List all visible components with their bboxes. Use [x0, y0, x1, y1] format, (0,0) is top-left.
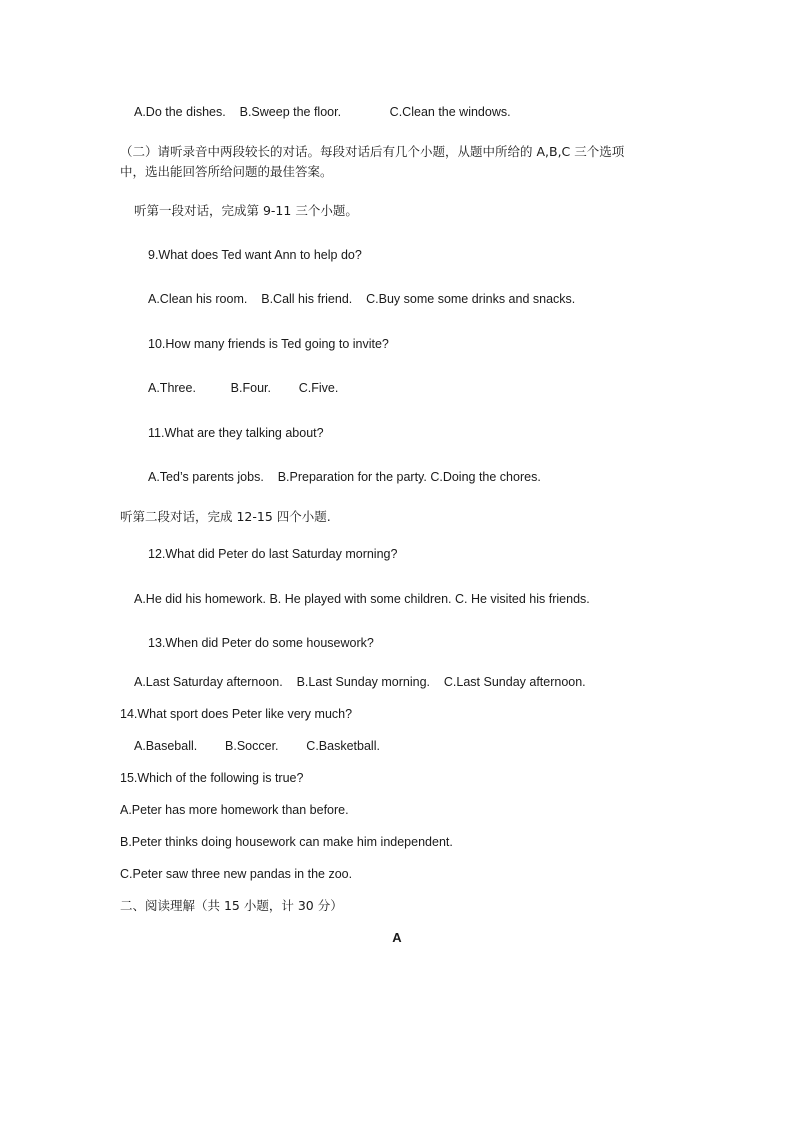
question-10-options: A.Three. B.Four. C.Five. [148, 381, 339, 395]
question-15-option-c: C.Peter saw three new pandas in the zoo. [120, 867, 353, 881]
question-14-options: A.Baseball. B.Soccer. C.Basketball. [134, 739, 380, 753]
question-13: 13.When did Peter do some housework? [148, 636, 374, 650]
section-instruction-line2: 中，选出能回答所给问题的最佳答案。 [120, 164, 333, 179]
q8-options: A.Do the dishes. B.Sweep the floor. C.Clean the windows. [134, 105, 511, 119]
section-instruction-line1: （二）请听录音中两段较长的对话。每段对话后有几个小题，从题中所给的 A,B,C 三个选项 [120, 144, 625, 159]
question-13-options: A.Last Saturday afternoon. B.Last Sunday morning. C.Last Sunday afternoon. [134, 675, 586, 689]
question-12-options: A.He did his homework. B. He played with some children. C. He visited his friends. [134, 592, 590, 606]
question-15-option-a: A.Peter has more homework than before. [120, 803, 349, 817]
dialogue-2-heading: 听第二段对话，完成 12-15 四个小题. [120, 509, 331, 524]
question-15-option-b: B.Peter thinks doing housework can make him independent. [120, 835, 453, 849]
question-11-options: A.Ted’s parents jobs. B.Preparation for the party. C.Doing the chores. [148, 470, 541, 484]
dialogue-1-heading: 听第一段对话，完成第 9-11 三个小题。 [134, 203, 358, 218]
question-9: 9.What does Ted want Ann to help do? [148, 248, 362, 262]
reading-section-heading: 二、阅读理解（共 15 小题，计 30 分） [120, 898, 343, 913]
question-11: 11.What are they talking about? [148, 426, 324, 440]
question-10: 10.How many friends is Ted going to invite? [148, 337, 389, 351]
question-12: 12.What did Peter do last Saturday morning? [148, 547, 398, 561]
question-15: 15.Which of the following is true? [120, 771, 304, 785]
question-14: 14.What sport does Peter like very much? [120, 707, 353, 721]
passage-a-label: A [392, 930, 402, 945]
question-9-options: A.Clean his room. B.Call his friend. C.Buy some some drinks and snacks. [148, 292, 576, 306]
